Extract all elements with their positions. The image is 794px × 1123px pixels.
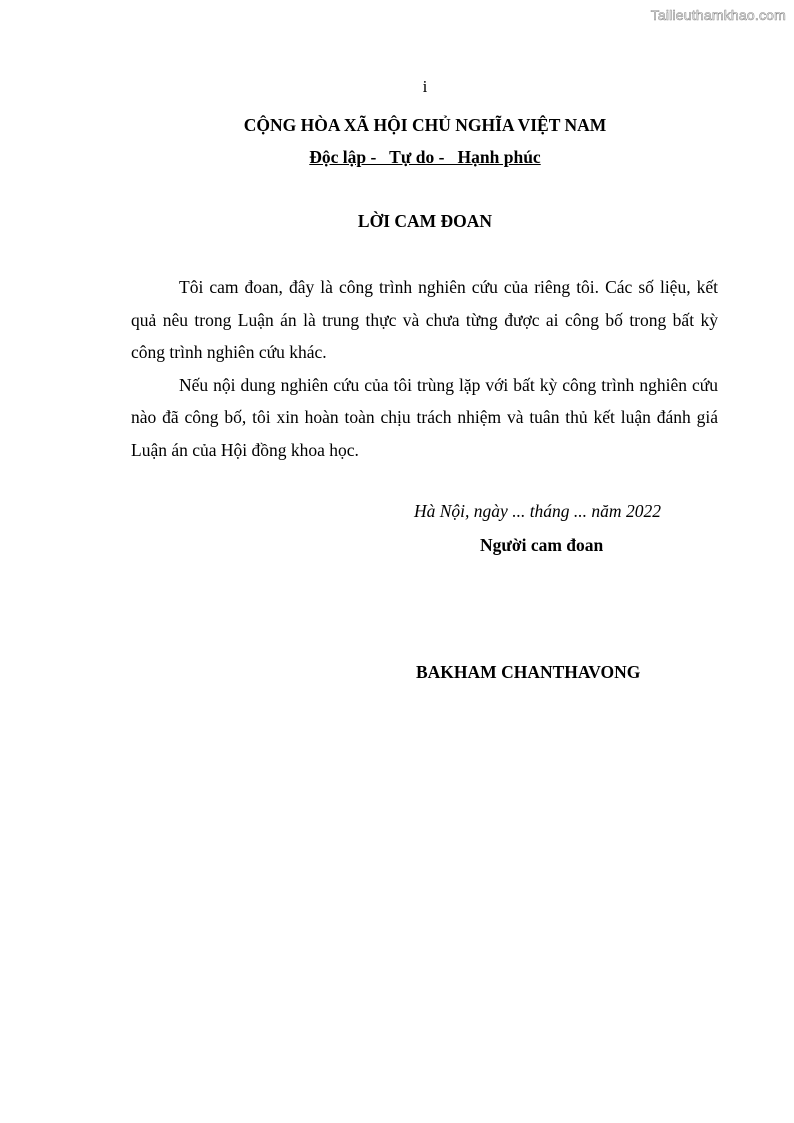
- declaration-paragraph-1: Tôi cam đoan, đây là công trình nghiên cứu của riêng tôi. Các số liệu, kết quả nêu trong Luận án là trung thực và chưa từng được ai công bố trong bất kỳ công trình nghiên cứu khác.: [131, 277, 718, 362]
- motto-text: Độc lập - Tự do - Hạnh phúc: [309, 147, 541, 167]
- national-title: CỘNG HÒA XÃ HỘI CHỦ NGHĨA VIỆT NAM: [243, 115, 607, 135]
- motto: [0, 147, 794, 168]
- page-number: i: [422, 77, 428, 96]
- signatory-name: BAKHAM CHANTHAVONG: [416, 662, 641, 682]
- signature-place-date: Hà Nội, ngày ... tháng ... năm 2022: [414, 501, 661, 521]
- declaration-body: [131, 271, 718, 466]
- document-title: LỜI CAM ĐOAN: [357, 211, 493, 231]
- declaration-paragraph-2: Nếu nội dung nghiên cứu của tôi trùng lặp với bất kỳ công trình nghiên cứu nào đã công bố, tôi xin hoàn toàn chịu trách nhiệm và tuân thủ kết luận đánh giá Luận án của Hội đồng khoa học.: [131, 374, 718, 460]
- watermark: Tailieuthamkhao.com: [650, 7, 786, 23]
- signature-role: Người cam đoan: [480, 535, 604, 555]
